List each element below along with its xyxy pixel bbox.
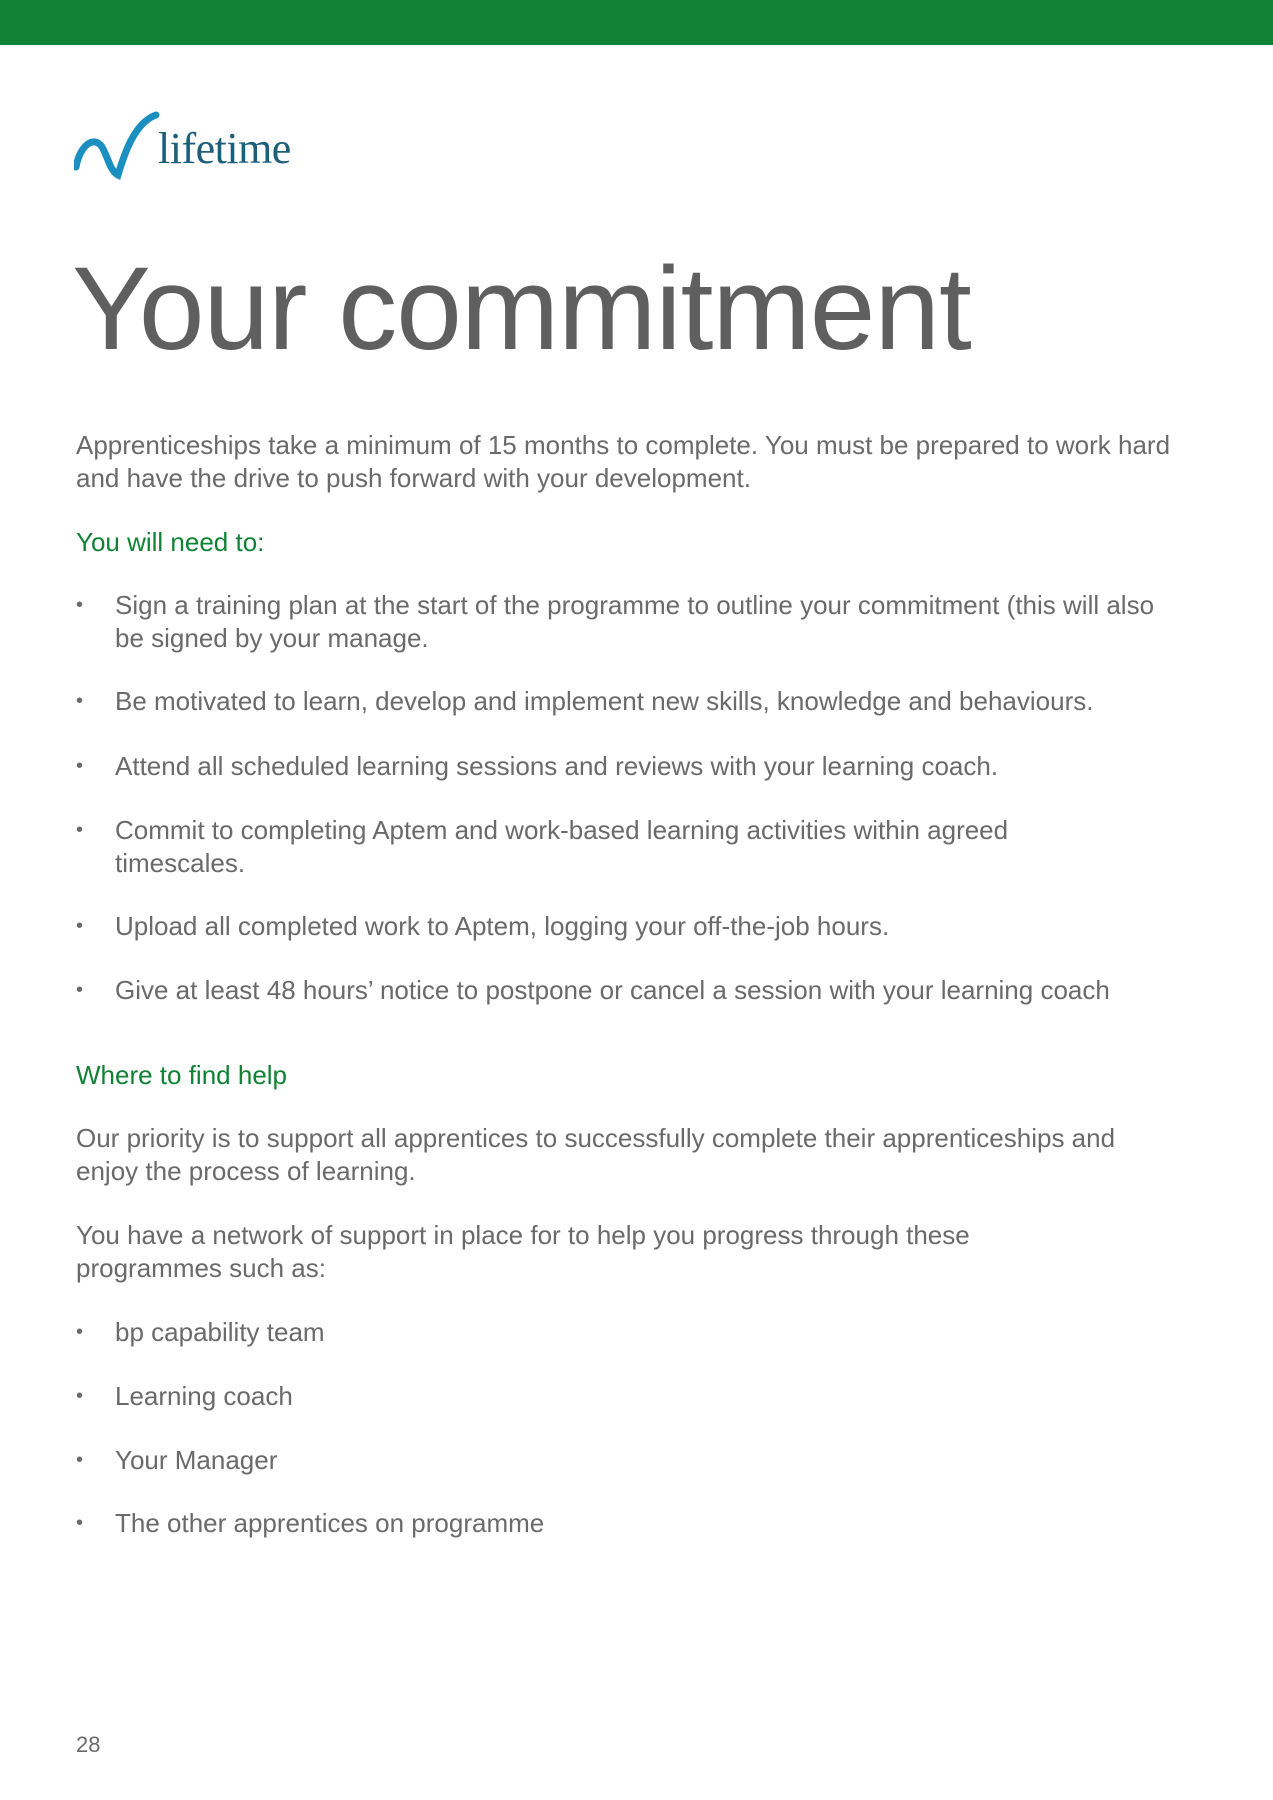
bullet-icon: •: [76, 690, 84, 712]
list-item: • Learning coach: [76, 1381, 293, 1411]
bullet-icon: •: [76, 755, 84, 777]
intro-paragraph: Apprenticeships take a minimum of 15 months to complete. You must be prepared to work hard and have the drive to push forward with your development.: [76, 430, 1171, 493]
need-heading: You will need to:: [76, 527, 265, 557]
bullet-icon: •: [76, 594, 84, 616]
bullet-icon: •: [76, 979, 84, 1001]
list-item: • Give at least 48 hours’ notice to postpone or cancel a session with your learning coach: [76, 975, 1110, 1005]
help-paragraph: You have a network of support in place for to help you progress through these programmes such as:: [76, 1220, 970, 1283]
help-paragraph: Our priority is to support all apprentices to successfully complete their apprenticeships and enjoy the process of learning.: [76, 1123, 1116, 1186]
list-item: • bp capability team: [76, 1317, 325, 1347]
list-item: • Your Manager: [76, 1445, 278, 1475]
list-item: • Be motivated to learn, develop and implement new skills, knowledge and behaviours.: [76, 686, 1094, 716]
logo-swoosh-icon: [74, 105, 164, 180]
list-item: • Sign a training plan at the start of the programme to outline your commitment (this will also be signed by your manage.: [76, 590, 1155, 653]
logo-text: lifetime: [158, 124, 291, 173]
bullet-icon: •: [76, 1385, 84, 1407]
bullet-icon: •: [76, 915, 84, 937]
bullet-icon: •: [76, 1449, 84, 1471]
list-item: • Attend all scheduled learning sessions and reviews with your learning coach.: [76, 751, 999, 781]
bullet-icon: •: [76, 819, 84, 841]
help-heading: Where to find help: [76, 1060, 288, 1090]
lifetime-logo: [74, 105, 324, 180]
bullet-icon: •: [76, 1512, 84, 1534]
list-item: • Upload all completed work to Aptem, logging your off-the-job hours.: [76, 911, 890, 941]
page-title: Your commitment: [72, 243, 971, 375]
list-item: • Commit to completing Aptem and work-based learning activities within agreed timescales.: [76, 815, 1009, 878]
list-item: • The other apprentices on programme: [76, 1508, 545, 1538]
top-brand-bar: [0, 0, 1273, 45]
page-number: 28: [76, 1732, 101, 1757]
bullet-icon: •: [76, 1321, 84, 1343]
